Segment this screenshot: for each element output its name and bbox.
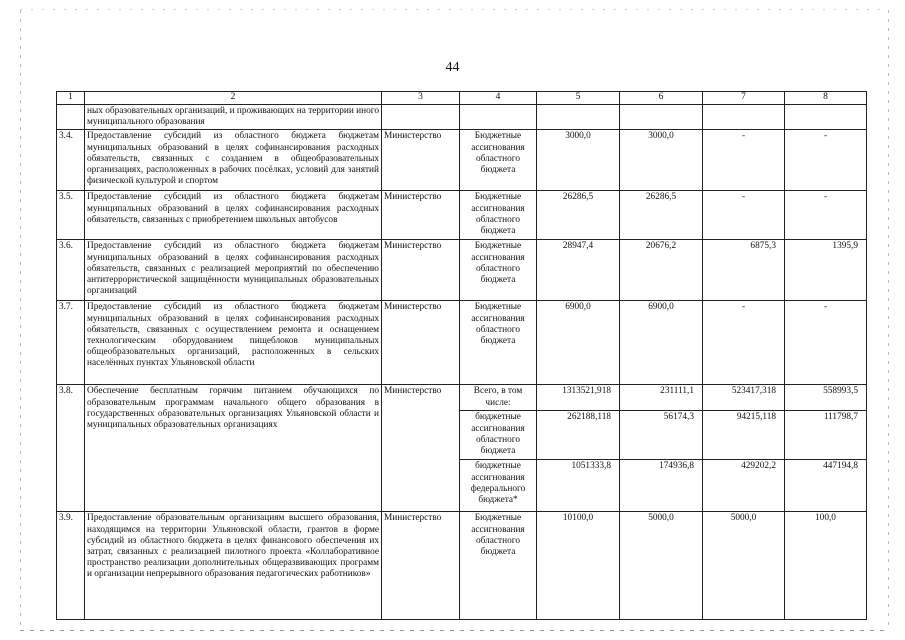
header-col-3: 3 xyxy=(382,92,460,105)
row-value-col6: 56174,3 xyxy=(620,411,703,460)
page-number: 44 xyxy=(445,60,460,75)
row-value-col8: - xyxy=(785,191,867,240)
scan-edge-top xyxy=(20,9,888,10)
table-row-3-8 xyxy=(57,385,867,411)
row-value-col6: 231111,1 xyxy=(620,385,703,411)
row-description: Предоставление образовательным организациям высшего образования, находящимся на территории Ульяновской области, грантов в форме субсидий из областного бюджета в целях финансового обеспечения их затрат, связанных с реализацией пилотного проекта «Коллаборативное пространство реализации дополнительных общеразвивающих программ и организации непрерывного образования педагогических работников» xyxy=(85,512,382,620)
table-row-3-5 xyxy=(57,191,867,240)
row-value-col7: - xyxy=(703,301,785,385)
row-description: Предоставление субсидий из областного бюджета бюджетам муниципальных образований в целях софинансирования расходных обязательств, связанных с осуществлением ремонта и оснащением технологическим оборудованием пищеблоков муниципальных общеобразовательных организаций, расположенных в сельских населённых пунктах Ульяновской области xyxy=(85,301,382,385)
row-source: Всего, в том числе: xyxy=(460,385,537,411)
row-source: Бюджетные ассигнования областного бюджета xyxy=(460,512,537,620)
row-value-col7: 523417,318 xyxy=(703,385,785,411)
row-value-col7: - xyxy=(703,191,785,240)
row-value-col5: 26286,5 xyxy=(537,191,620,240)
row-description: Предоставление субсидий из областного бюджета бюджетам муниципальных образований в целях софинансирования расходных обязательств, связанных с приобретением школьных автобусов xyxy=(85,191,382,240)
table-row-3-7 xyxy=(57,301,867,385)
row-value-col8: 558993,5 xyxy=(785,385,867,411)
row-value-col5 xyxy=(537,105,620,130)
table-row-3-6 xyxy=(57,240,867,301)
row-value-col5: 3000,0 xyxy=(537,130,620,191)
row-value-col7: 6875,3 xyxy=(703,240,785,301)
header-col-8: 8 xyxy=(785,92,867,105)
row-source: Бюджетные ассигнования областного бюджета xyxy=(460,240,537,301)
table-row-continuation xyxy=(57,105,867,130)
row-value-col5: 262188,118 xyxy=(537,411,620,460)
row-value-col6: 20676,2 xyxy=(620,240,703,301)
row-description: Предоставление субсидий из областного бюджета бюджетам муниципальных образований в целях софинансирования расходных обязательств, связанных с реализацией мероприятий по обеспечению антитеррористической защищённости муниципальных образовательных организаций xyxy=(85,240,382,301)
row-source: бюджетные ассигнования федерального бюджета* xyxy=(460,460,537,512)
row-value-col8: 100,0 xyxy=(785,512,867,620)
row-responsible: Министерство xyxy=(382,240,460,301)
row-responsible: Министерство xyxy=(382,301,460,385)
row-number: 3.9. xyxy=(57,512,85,620)
row-responsible xyxy=(382,105,460,130)
row-value-col6: 3000,0 xyxy=(620,130,703,191)
row-number: 3.6. xyxy=(57,240,85,301)
row-value-col7: 94215,118 xyxy=(703,411,785,460)
row-number: 3.5. xyxy=(57,191,85,240)
row-responsible: Министерство xyxy=(382,512,460,620)
row-value-col8 xyxy=(785,105,867,130)
row-responsible: Министерство xyxy=(382,130,460,191)
row-value-col5: 6900,0 xyxy=(537,301,620,385)
row-value-col6: 174936,8 xyxy=(620,460,703,512)
row-value-col8: - xyxy=(785,130,867,191)
row-description: ных образовательных организаций, и проживающих на территории иного муниципального образования xyxy=(85,105,382,130)
table-row-3-9 xyxy=(57,512,867,620)
row-number: 3.7. xyxy=(57,301,85,385)
row-value-col7: 5000,0 xyxy=(703,512,785,620)
row-source xyxy=(460,105,537,130)
scan-edge-left xyxy=(20,10,21,630)
row-source: Бюджетные ассигнования областного бюджета xyxy=(460,301,537,385)
header-col-7: 7 xyxy=(703,92,785,105)
header-col-5: 5 xyxy=(537,92,620,105)
scan-edge-bottom xyxy=(20,630,888,631)
row-value-col7: - xyxy=(703,130,785,191)
scan-edge-right xyxy=(888,10,889,630)
row-value-col5: 10100,0 xyxy=(537,512,620,620)
row-value-col6: 26286,5 xyxy=(620,191,703,240)
header-row xyxy=(57,92,867,105)
row-responsible: Министерство xyxy=(382,385,460,512)
row-number xyxy=(57,105,85,130)
row-value-col6: 6900,0 xyxy=(620,301,703,385)
row-description: Обеспечение бесплатным горячим питанием обучающихся по образовательным программам начального общего образования в государственных образовательных организациях Ульяновской области и муниципальных образовательных организациях xyxy=(85,385,382,512)
row-description: Предоставление субсидий из областного бюджета бюджетам муниципальных образований в целях софинансирования расходных обязательств, связанных с созданием в общеобразовательных организациях, расположенных в рабочих посёлках, условий для занятий физической культурой и спортом xyxy=(85,130,382,191)
row-number: 3.8. xyxy=(57,385,85,512)
row-value-col8: 447194,8 xyxy=(785,460,867,512)
row-source: Бюджетные ассигнования областного бюджета xyxy=(460,130,537,191)
row-value-col5: 1313521,918 xyxy=(537,385,620,411)
header-col-4: 4 xyxy=(460,92,537,105)
row-value-col8: 1395,9 xyxy=(785,240,867,301)
budget-table xyxy=(56,91,867,620)
row-number: 3.4. xyxy=(57,130,85,191)
row-value-col8: - xyxy=(785,301,867,385)
header-col-2: 2 xyxy=(85,92,382,105)
table-row-3-4 xyxy=(57,130,867,191)
row-source: Бюджетные ассигнования областного бюджета xyxy=(460,191,537,240)
row-source: бюджетные ассигнования областного бюджета xyxy=(460,411,537,460)
row-value-col7: 429202,2 xyxy=(703,460,785,512)
row-responsible: Министерство xyxy=(382,191,460,240)
row-value-col6: 5000,0 xyxy=(620,512,703,620)
row-value-col7 xyxy=(703,105,785,130)
row-value-col5: 28947,4 xyxy=(537,240,620,301)
header-col-6: 6 xyxy=(620,92,703,105)
row-value-col5: 1051333,8 xyxy=(537,460,620,512)
row-value-col6 xyxy=(620,105,703,130)
row-value-col8: 111798,7 xyxy=(785,411,867,460)
header-col-1: 1 xyxy=(57,92,85,105)
